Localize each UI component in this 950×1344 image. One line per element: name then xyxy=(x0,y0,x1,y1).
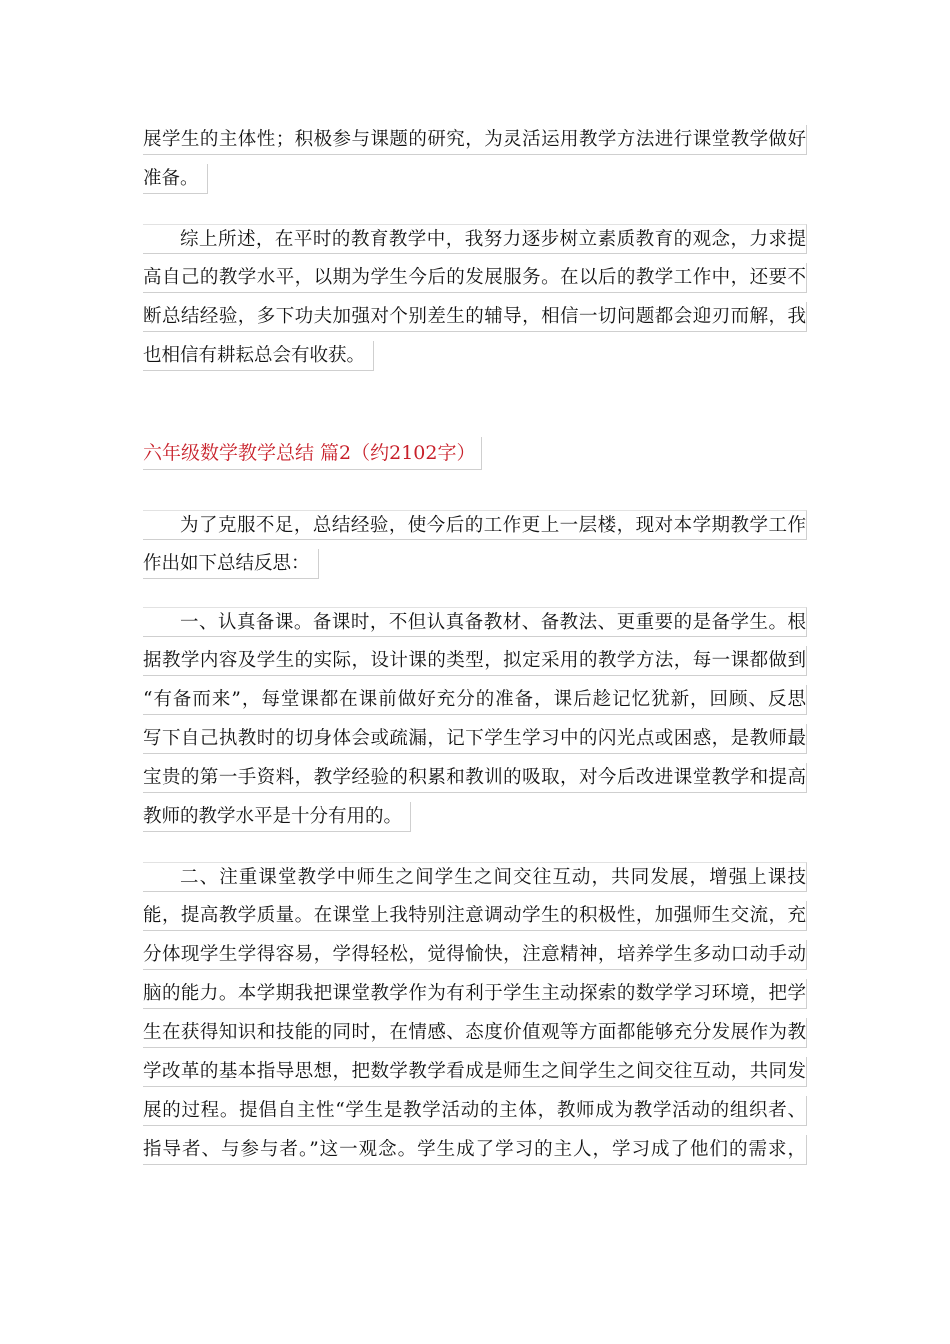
paragraph-line: 宝贵的第一手资料，教学经验的积累和教训的吸取，对今后改进课堂教学和提高 xyxy=(143,763,807,793)
paragraph-line: 为了克服不足，总结经验，使今后的工作更上一层楼，现对本学期教学工作 xyxy=(143,510,807,540)
paragraph-line: 指导者、与参与者。”这一观念。学生成了学习的主人，学习成了他们的需求， xyxy=(143,1135,807,1165)
paragraph-line: 能，提高教学质量。在课堂上我特别注意调动学生的积极性，加强师生交流，充 xyxy=(143,901,807,931)
paragraph-line: 学改革的基本指导思想，把数学教学看成是师生之间学生之间交往互动，共同发 xyxy=(143,1057,807,1087)
paragraph-line: 生在获得知识和技能的同时，在情感、态度价值观等方面都能够充分发展作为教 xyxy=(143,1018,807,1048)
paragraph-line: 二、注重课堂教学中师生之间学生之间交往互动，共同发展，增强上课技 xyxy=(143,862,807,892)
paragraph-line: 一、认真备课。备课时，不但认真备教材、备教法、更重要的是备学生。根 xyxy=(143,607,807,637)
paragraph-line: 脑的能力。本学期我把课堂教学作为有利于学生主动探索的数学学习环境，把学 xyxy=(143,979,807,1009)
paragraph-line: 断总结经验，多下功夫加强对个别差生的辅导，相信一切问题都会迎刃而解，我 xyxy=(143,302,807,332)
paragraph-line: 作出如下总结反思： xyxy=(143,549,319,579)
paragraph-line: 分体现学生学得容易，学得轻松，觉得愉快，注意精神，培养学生多动口动手动 xyxy=(143,940,807,970)
paragraph-line: 据教学内容及学生的实际，设计课的类型，拟定采用的教学方法，每一课都做到 xyxy=(143,646,807,676)
section-heading: 六年级数学教学总结 篇2（约2102字） xyxy=(143,437,482,470)
paragraph-line: 也相信有耕耘总会有收获。 xyxy=(143,341,374,371)
paragraph-line: 综上所述，在平时的教育教学中，我努力逐步树立素质教育的观念，力求提 xyxy=(143,224,807,254)
paragraph-line: “有备而来”，每堂课都在课前做好充分的准备，课后趁记忆犹新，回顾、反思 xyxy=(143,685,807,715)
paragraph-line: 教师的教学水平是十分有用的。 xyxy=(143,802,411,832)
paragraph-line: 展的过程。提倡自主性“学生是教学活动的主体，教师成为教学活动的组织者、 xyxy=(143,1096,807,1126)
paragraph-line: 展学生的主体性；积极参与课题的研究，为灵活运用教学方法进行课堂教学做好 xyxy=(143,125,807,155)
paragraph-line: 写下自己执教时的切身体会或疏漏，记下学生学习中的闪光点或困惑，是教师最 xyxy=(143,724,807,754)
paragraph-line: 准备。 xyxy=(143,164,208,194)
paragraph-line: 高自己的教学水平，以期为学生今后的发展服务。在以后的教学工作中，还要不 xyxy=(143,263,807,293)
